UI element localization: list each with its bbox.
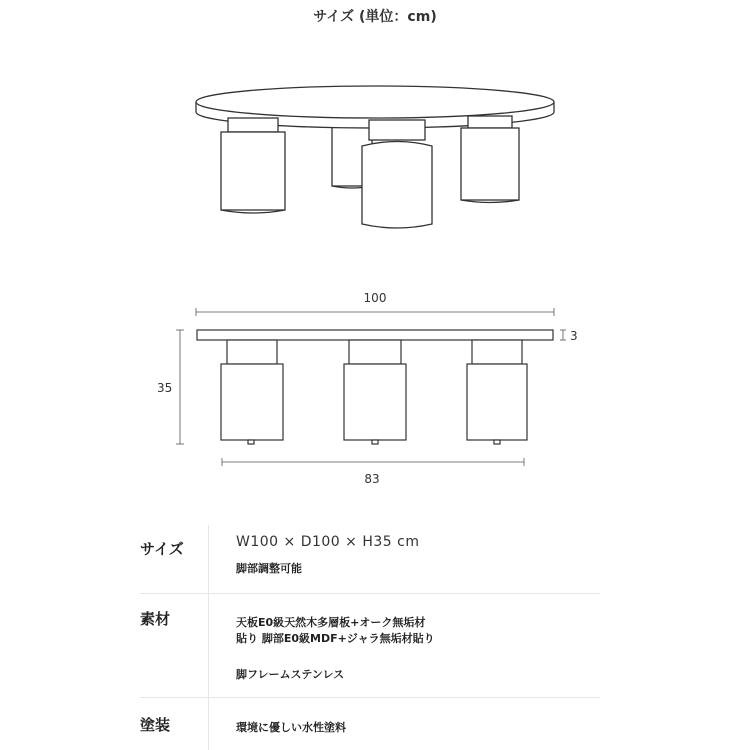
dim-width-label: 100	[363, 291, 387, 305]
spec-divider	[140, 593, 600, 594]
side-leg-right	[467, 340, 527, 444]
front-leg-center	[362, 120, 432, 228]
spec-label-material: 素材	[140, 610, 171, 628]
spec-row-material	[140, 604, 600, 694]
dim-thickness-label: 3	[570, 329, 578, 343]
spec-divider	[140, 697, 600, 698]
dim-leg-span-label: 83	[364, 472, 380, 486]
spec-value-material-1: 天板E0級天然木多層板+オーク無垢材	[236, 616, 426, 629]
spec-row-paint	[140, 708, 600, 748]
tabletop-side	[197, 330, 553, 340]
spec-label-size: サイズ	[140, 540, 184, 558]
spec-row-size	[140, 532, 600, 592]
side-leg-center	[344, 340, 406, 444]
spec-value-material-2: 貼り 脚部E0級MDF+ジャラ無垢材貼り	[236, 632, 435, 645]
spec-label-paint: 塗装	[140, 716, 171, 734]
spec-note-size: 脚部調整可能	[236, 562, 302, 575]
spec-value-size: W100 × D100 × H35 cm	[236, 534, 420, 550]
back-leg-right	[461, 116, 519, 203]
front-leg-left	[221, 118, 285, 213]
spec-value-paint: 環境に優しい水性塗料	[236, 721, 346, 734]
side-leg-left	[221, 340, 283, 444]
dim-height-label: 35	[157, 381, 173, 395]
spec-value-material-3: 脚フレームステンレス	[236, 668, 345, 681]
page-title: サイズ (単位：cm)	[313, 9, 437, 25]
